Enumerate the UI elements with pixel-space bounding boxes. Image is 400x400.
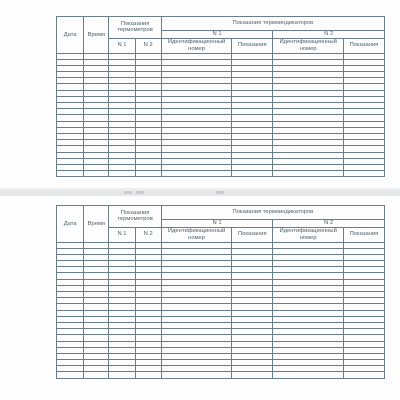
blank-cell: [273, 171, 344, 177]
header-reading-n1: Показания: [232, 227, 273, 242]
header-indicator-n2: N 2: [273, 31, 385, 39]
header-thermometer-n1: N 1: [109, 38, 135, 53]
header-time: Время: [84, 206, 109, 243]
gap-mark: [136, 191, 144, 194]
table-body-lower: [57, 242, 385, 378]
header-reading-n1: Показания: [232, 38, 273, 53]
blank-cell: [232, 372, 273, 378]
header-thermometer-n1: N 1: [109, 227, 135, 242]
header-id-number-n1: Идентификационный номер: [161, 38, 232, 53]
header-id-number-n1: Идентификационный номер: [161, 227, 232, 242]
header-reading-n2: Показания: [343, 38, 384, 53]
header-thermometer-n2: N 2: [135, 227, 161, 242]
form-page-lower: [0, 196, 400, 400]
table-row: [57, 171, 385, 177]
blank-cell: [84, 171, 109, 177]
blank-cell: [84, 372, 109, 378]
header-id-number-n2: Идентификационный номер: [273, 38, 344, 53]
header-thermometer-n2: N 2: [135, 38, 161, 53]
blank-cell: [57, 171, 84, 177]
header-indicator-n1: N 1: [161, 31, 273, 39]
blank-cell: [57, 372, 84, 378]
blank-cell: [343, 372, 384, 378]
header-indicator-n1: N 1: [161, 220, 273, 228]
header-indicators: Показания термоиндикаторов: [161, 17, 384, 31]
blank-cell: [135, 171, 161, 177]
header-thermometers: Показания термометров: [109, 17, 161, 39]
gap-mark: [216, 191, 224, 194]
table-body-upper: [57, 53, 385, 177]
table-row: [57, 372, 385, 378]
blank-cell: [109, 372, 135, 378]
header-indicators: Показания термоиндикаторов: [161, 206, 384, 220]
header-time: Время: [84, 17, 109, 54]
form-page-upper: [0, 0, 400, 190]
blank-cell: [135, 372, 161, 378]
blank-cell: [232, 171, 273, 177]
blank-cell: [343, 171, 384, 177]
blank-cell: [161, 372, 232, 378]
blank-cell: [109, 171, 135, 177]
blank-cell: [273, 372, 344, 378]
blank-cell: [161, 171, 232, 177]
header-reading-n2: Показания: [343, 227, 384, 242]
log-table-lower: [56, 205, 385, 379]
header-id-number-n2: Идентификационный номер: [273, 227, 344, 242]
header-date: Дата: [57, 17, 84, 54]
header-indicator-n2: N 2: [273, 220, 385, 228]
log-table-upper: [56, 16, 385, 177]
header-date: Дата: [57, 206, 84, 243]
header-thermometers: Показания термометров: [109, 206, 161, 228]
gap-mark: [124, 191, 132, 194]
